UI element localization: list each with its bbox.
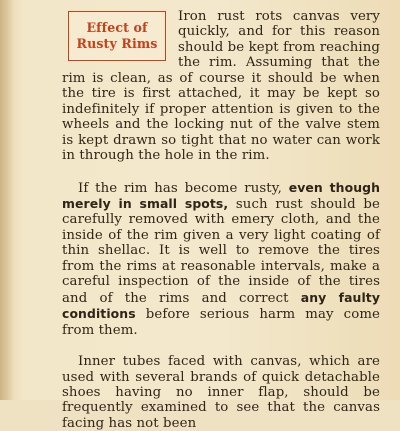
callout-line-1: Effect of xyxy=(86,20,148,35)
paragraph-3: Inner tubes faced with canvas, which are used with several brands of quick detachable shoes having no inner flap, should be frequently examined to see that the canvas facing has not been xyxy=(62,354,380,431)
paragraph-2-bold-1: even though merely in small spots, xyxy=(62,179,381,211)
paragraph-2 xyxy=(62,180,380,339)
text-column xyxy=(62,9,380,431)
paragraph-2-part-a: If the rim has become rusty, xyxy=(78,180,282,196)
section-callout-box xyxy=(68,11,166,61)
callout-line-2: Rusty Rims xyxy=(76,36,158,51)
paragraph-1: Iron rust rots canvas very quickly, and for this reason should be kept from reaching the rim. Assuming that the rim is clean, as of course it should be when the tire is first attached, it may be kept so indefinitely if proper attention is given to the wheels and the locking nut of the valve stem is kept drawn so tight that no water can work in through the hole in the rim. xyxy=(62,9,380,164)
page-edge-shadow xyxy=(0,0,14,400)
paragraph-2-part-c: before serious harm may come from them. xyxy=(62,307,381,338)
paragraph-2-bold-2: any faulty conditions xyxy=(62,289,380,322)
paragraph-2-part-b: such rust should be carefully removed with emery cloth, and the inside of the rim given a very light coating of thin shellac. It is well to remove the tires from the rims at reasonable intervals, make a careful inspection of the inside of the tires and of the rims and correct xyxy=(62,196,380,306)
